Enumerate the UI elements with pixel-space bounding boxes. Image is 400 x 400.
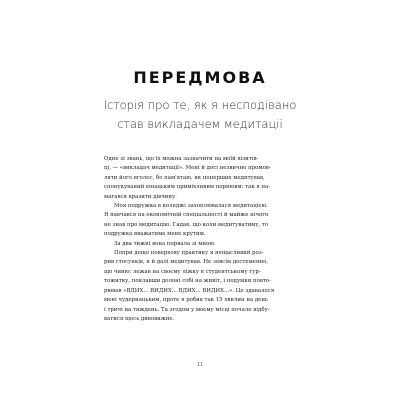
body-line: ляти його вголос, бо пам'ятаю, як поперших медитував,	[104, 174, 265, 181]
body-line: тожитку, поклавши долоні собі на живіт, і подумки повто-	[104, 278, 271, 285]
subtitle-line-2: став викладачем медитації	[117, 117, 283, 131]
body-line: Попри дещо поверхову практику я нещасливий роз-	[114, 250, 264, 257]
body-line: ці, — «викладач медитації». Мені й досі незвично промов-	[104, 165, 271, 172]
page-number: 11	[196, 362, 204, 368]
body-line: рив стосунків, я й далі медитував. Не зовсім достеменно,	[104, 259, 269, 266]
subtitle-line-1: Історія про те, як я несподівано	[103, 98, 297, 112]
body-line: рював «ВДИХ... ВИДИХ... ВДИХ... ВИДИХ...». Це здавалося	[104, 287, 275, 294]
body-line: і тричі на тиждень. Та згодом у моєму місці почало відбу-	[104, 306, 270, 313]
body-line: магався вразити дівчину.	[104, 193, 177, 200]
body-text	[104, 155, 296, 324]
body-line: Одне зі звань, що їх можна зазначити на моїй візитів-	[104, 156, 259, 162]
body-line: спонукуваний юнацьким приміхливим порнювм: так я на-	[104, 184, 271, 191]
chapter-title: ПЕРЕДМОВА	[133, 68, 267, 87]
body-line: що чиню: лежав на своєму ліжку в студентському гур-	[104, 268, 261, 275]
body-line: Моя подружка в коледжі захоплювалася медитацією.	[114, 203, 268, 210]
body-line: Я навчався на економічній спеціальності й майже нічого	[104, 212, 269, 219]
body-line: подружка вважатиме мене крутим.	[104, 231, 206, 238]
body-line: За два тижні вона порвала зі мною.	[114, 240, 216, 247]
body-line: ватися щось дивовижне.	[104, 315, 175, 322]
body-line: мені чудернацьким, проте я робив так 15 хвилин на день	[104, 297, 268, 304]
chapter-subtitle	[0, 96, 400, 134]
body-line: не знав про медитацію. Гадав, що коли медитуватиму, то	[104, 221, 269, 228]
